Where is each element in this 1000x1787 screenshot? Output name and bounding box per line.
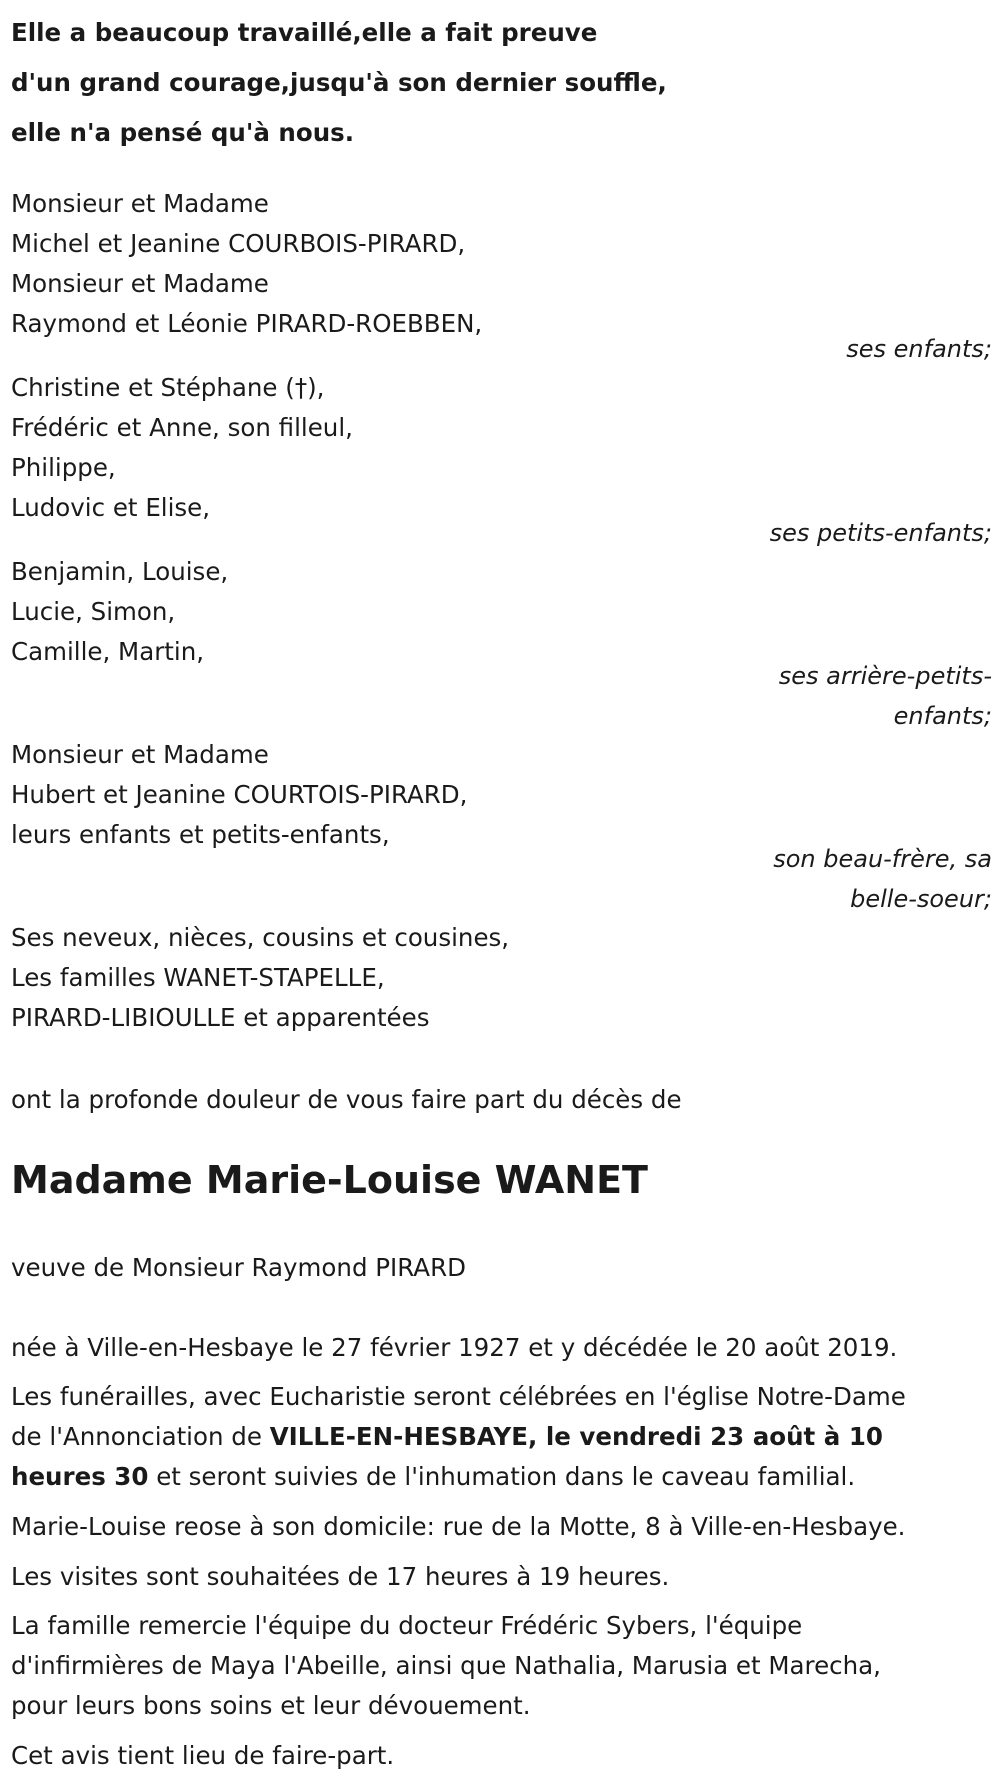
- relation-label: ses petits-enfants;: [769, 519, 992, 547]
- family-line: Philippe,: [11, 453, 116, 482]
- family-line: Monsieur et Madame: [11, 189, 269, 218]
- family-line: Raymond et Léonie PIRARD-ROEBBEN,: [11, 309, 483, 338]
- relation-line: enfants;: [893, 702, 992, 730]
- visits-text: Les visites sont souhaitées de 17 heures à 19 heures.: [11, 1562, 670, 1591]
- family-line: Benjamin, Louise,: [11, 557, 229, 586]
- funeral-line: Les funérailles, avec Eucharistie seront célébrées en l'église Notre-Dame: [11, 1382, 906, 1411]
- funeral-place-prefix: de l'Annonciation de: [11, 1422, 270, 1451]
- relation-line: ses arrière-petits-: [778, 662, 992, 690]
- relation-line: son beau-frère, sa: [773, 845, 992, 873]
- quote-line: elle n'a pensé qu'à nous.: [11, 118, 355, 147]
- funeral-suffix: et seront suivies de l'inhumation dans le caveau familial.: [148, 1462, 856, 1491]
- family-group-in-laws: [11, 735, 991, 855]
- funeral-date-bold: VILLE-EN-HESBAYE, le vendredi 23 août à 10: [269, 1422, 883, 1451]
- family-group-grandchildren: [11, 368, 991, 528]
- family-line: Ludovic et Elise,: [11, 493, 211, 522]
- family-line: Camille, Martin,: [11, 637, 205, 666]
- thanks-paragraph: [11, 1606, 991, 1726]
- family-group-children: [11, 184, 991, 344]
- deceased-name: Madame Marie-Louise WANET: [11, 1158, 648, 1202]
- family-line: Ses neveux, nièces, cousins et cousines,: [11, 923, 510, 952]
- relation-line: belle-soeur;: [850, 885, 992, 913]
- quote-line: d'un grand courage,jusqu'à son dernier souffle,: [11, 68, 667, 97]
- birth-death-text: née à Ville-en-Hesbaye le 27 février 1927 et y décédée le 20 août 2019.: [11, 1333, 898, 1362]
- closing-text: Cet avis tient lieu de faire-part.: [11, 1741, 395, 1770]
- relation-label: [732, 656, 992, 736]
- quote-line: Elle a beaucoup travaillé,elle a fait preuve: [11, 18, 598, 47]
- rest-location-text: Marie-Louise reose à son domicile: rue de la Motte, 8 à Ville-en-Hesbaye.: [11, 1512, 906, 1541]
- family-group-extended: [11, 918, 991, 1038]
- announcement-text: ont la profonde douleur de vous faire part du décès de: [11, 1085, 682, 1114]
- funeral-paragraph: [11, 1377, 991, 1497]
- relation-label: ses enfants;: [846, 335, 992, 363]
- thanks-line: d'infirmières de Maya l'Abeille, ainsi que Nathalia, Marusia et Marecha,: [11, 1651, 881, 1680]
- family-line: Hubert et Jeanine COURTOIS-PIRARD,: [11, 780, 468, 809]
- family-line: Les familles WANET-STAPELLE,: [11, 963, 385, 992]
- family-line: PIRARD-LIBIOULLE et apparentées: [11, 1003, 430, 1032]
- thanks-line: La famille remercie l'équipe du docteur Frédéric Sybers, l'équipe: [11, 1611, 803, 1640]
- funeral-line: [11, 1457, 991, 1497]
- family-line: Lucie, Simon,: [11, 597, 176, 626]
- thanks-line: pour leurs bons soins et leur dévouement.: [11, 1691, 531, 1720]
- family-line: Frédéric et Anne, son filleul,: [11, 413, 353, 442]
- family-line: Monsieur et Madame: [11, 740, 269, 769]
- family-group-great-grandchildren: [11, 552, 991, 672]
- opening-quote: [11, 8, 667, 158]
- family-line: Michel et Jeanine COURBOIS-PIRARD,: [11, 229, 466, 258]
- widow-of-text: veuve de Monsieur Raymond PIRARD: [11, 1253, 466, 1282]
- family-line: Monsieur et Madame: [11, 269, 269, 298]
- funeral-time-bold: heures 30: [11, 1462, 149, 1491]
- family-line: Christine et Stéphane (†),: [11, 373, 325, 402]
- family-line: leurs enfants et petits-enfants,: [11, 820, 390, 849]
- funeral-line: [11, 1417, 991, 1457]
- relation-label: [732, 839, 992, 919]
